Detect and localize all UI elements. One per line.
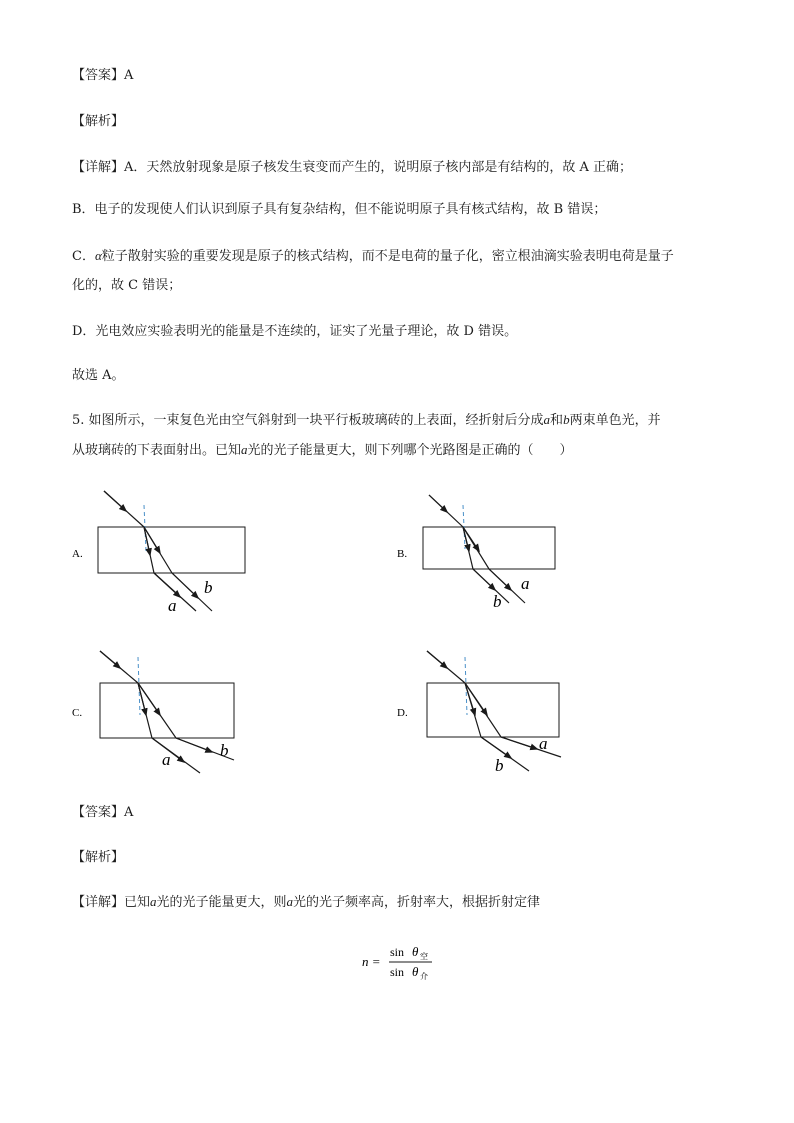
option-c-diagram	[60, 645, 290, 780]
glass-slab	[423, 527, 555, 569]
ray-upper-label: b	[204, 578, 213, 597]
q4-analysis-tag: 【解析】	[72, 114, 125, 129]
detail-tag: 【详解】	[72, 895, 125, 910]
detail-text: 光的光子能量更大，则	[156, 895, 287, 910]
detail-text: 已知	[124, 895, 151, 910]
ray-lower-label: a	[162, 750, 171, 769]
option-c-text: 粒子散射实验的重要发现是原子的核式结构，而不是电荷的量子化，密立根油滴实验表明电荷是量子	[101, 249, 674, 264]
answer-tag: 【答案】	[72, 68, 125, 83]
glass-slab	[427, 683, 559, 737]
ray-upper-label: b	[220, 741, 229, 760]
q4-detail-d: D．光电效应实验表明光的能量是不连续的，证实了光量子理论，故 D 错误。	[72, 324, 518, 339]
q5-detail	[72, 892, 540, 913]
stem-text: 从玻璃砖的下表面射出。已知	[72, 443, 242, 458]
ray-lower-label: a	[168, 596, 177, 615]
formula-den-sin: sin	[390, 965, 405, 979]
stem-and: 和	[550, 413, 564, 428]
var-a: a	[286, 894, 294, 909]
option-label: C.	[72, 707, 83, 719]
detail-tag: 【详解】	[72, 160, 125, 175]
formula-lhs: n =	[362, 954, 381, 969]
stem-text-end: 两束单色光，并	[569, 413, 661, 428]
ray-lower-label: b	[495, 756, 504, 775]
ray-upper-label: a	[521, 574, 530, 593]
q4-detail-c1	[72, 246, 674, 267]
alpha-symbol: α	[94, 248, 102, 263]
q5-analysis-tag: 【解析】	[72, 850, 125, 865]
q4-detail-c2: 化的，故 C 错误；	[72, 278, 182, 293]
var-b: b	[563, 412, 570, 427]
q4-answer	[72, 66, 133, 86]
detail-text: A．天然放射现象是原子核发生衰变而产生的，说明原子核内部是有结构的，故 A 正确；	[124, 160, 633, 175]
formula-num-sin: sin	[390, 945, 405, 959]
formula-num-sub: 空	[420, 952, 428, 961]
q4-conclusion: 故选 A。	[72, 368, 125, 383]
ray-b	[144, 527, 212, 611]
q4-detail-b: B．电子的发现使人们认识到原子具有复杂结构，但不能说明原子具有核式结构，故 B 错误；	[72, 202, 607, 217]
ray-lower-label: b	[493, 592, 502, 611]
formula-den-sub: 介	[420, 972, 428, 981]
answer-value: A	[124, 805, 134, 820]
option-c-prefix: C．	[72, 249, 95, 264]
refraction-formula	[356, 938, 446, 986]
option-label: B.	[397, 548, 408, 560]
formula-num-theta: θ	[412, 944, 419, 959]
q4-detail-a	[72, 158, 632, 178]
stem-text-end: 光的光子能量更大，则下列哪个光路图是正确的（ ）	[247, 443, 573, 458]
var-a: a	[150, 894, 157, 909]
var-a: a	[543, 412, 551, 427]
option-d-diagram	[385, 645, 615, 780]
var-a: a	[241, 442, 248, 457]
ray-upper-label: a	[539, 734, 548, 753]
stem-text: 5. 如图所示，一束复色光由空气斜射到一块平行板玻璃砖的上表面，经折射后分成	[72, 413, 544, 428]
answer-tag: 【答案】	[72, 805, 125, 820]
option-b-diagram	[385, 485, 615, 620]
detail-text: 光的光子频率高，折射率大，根据折射定律	[293, 895, 541, 910]
glass-slab	[100, 683, 234, 738]
option-label: D.	[397, 707, 408, 719]
q5-stem-line2	[72, 440, 573, 461]
option-label: A.	[72, 548, 83, 560]
glass-slab	[98, 527, 245, 573]
q5-stem-line1	[72, 410, 661, 431]
q5-answer	[72, 803, 133, 823]
option-a-diagram	[60, 485, 290, 620]
formula-den-theta: θ	[412, 964, 419, 979]
answer-value: A	[124, 68, 134, 83]
